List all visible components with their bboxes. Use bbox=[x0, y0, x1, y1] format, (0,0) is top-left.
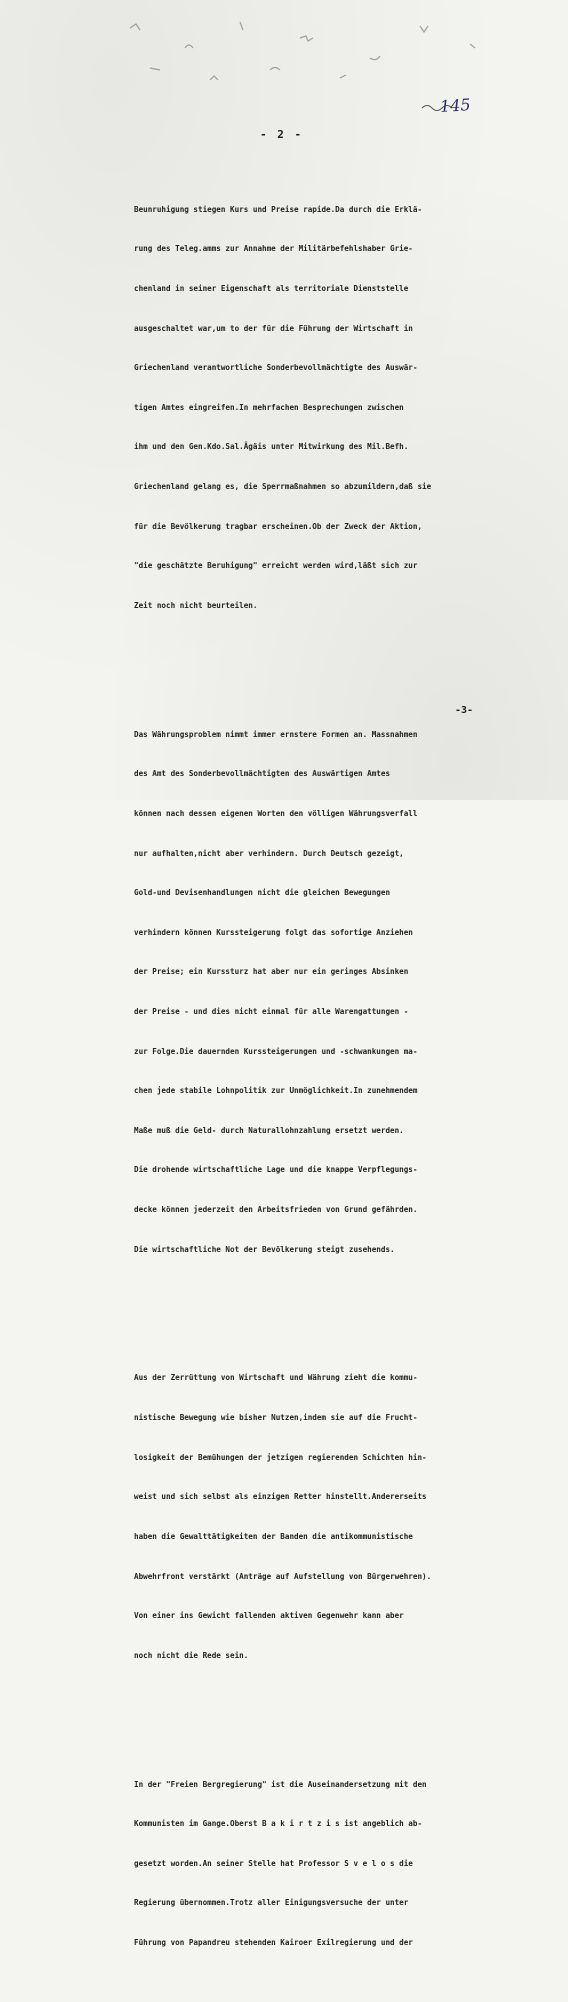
text-line: In der "Freien Bergregierung" ist die Auseinandersetzung mit den bbox=[134, 1779, 427, 1789]
text-line: Das Währungsproblem nimmt immer ernstere Formen an. Massnahmen bbox=[134, 729, 418, 739]
paragraph bbox=[134, 1345, 490, 1688]
paragraph bbox=[134, 701, 490, 1282]
text-line: decke können jederzeit den Arbeitsfrieden von Grund gefährden. bbox=[134, 1205, 418, 1215]
text-line: "die geschätzte Beruhigung" erreicht werden wird,läßt sich zur bbox=[134, 561, 418, 571]
text-line: Beunruhigung stiegen Kurs und Preise rapide.Da durch die Erklä- bbox=[134, 204, 423, 214]
text-line: ihm und den Gen.Kdo.Sal.Ägäis unter Mitwirkung des Mil.Befh. bbox=[134, 442, 409, 452]
text-line: Zeit noch nicht beurteilen. bbox=[134, 600, 258, 610]
folio-number: 145 bbox=[439, 94, 472, 117]
text-line: Gold-und Devisenhandlungen nicht die gleichen Bewegungen bbox=[134, 888, 391, 898]
text-line: Führung von Papandreu stehenden Kairoer Exilregierung und der bbox=[134, 1938, 413, 1948]
text-line: chenland in seiner Eigenschaft als territoriale Dienststelle bbox=[134, 284, 409, 294]
text-line: Aus der Zerrüttung von Wirtschaft und Währung zieht die kommu- bbox=[134, 1373, 418, 1383]
text-line: Abwehrfront verstärkt (Anträge auf Aufstellung von Bürgerwehren). bbox=[134, 1571, 432, 1581]
text-line: haben die Gewalttätigkeiten der Banden die antikommunistische bbox=[134, 1531, 413, 1541]
text-line: noch nicht die Rede sein. bbox=[134, 1650, 249, 1660]
text-line: losigkeit der Bemühungen der jetzigen regierenden Schichten hin- bbox=[134, 1452, 427, 1462]
text-line: Regierung übernommen.Trotz aller Einigungsversuche der unter bbox=[134, 1898, 409, 1908]
scan-noise-marks bbox=[90, 8, 550, 88]
next-page-marker: -3- bbox=[455, 705, 474, 716]
text-line: tigen Amtes eingreifen.In mehrfachen Besprechungen zwischen bbox=[134, 402, 404, 412]
text-line: gesetzt worden.An seiner Stelle hat Professor S v e l o s die bbox=[134, 1858, 413, 1868]
text-line: Griechenland gelang es, die Sperrmaßnahmen so abzumildern,daß sie bbox=[134, 482, 432, 492]
text-line: zur Folge.Die dauernden Kurssteigerungen und -schwankungen ma- bbox=[134, 1046, 418, 1056]
text-line: der Preise - und dies nicht einmal für alle Warengattungen - bbox=[134, 1007, 409, 1016]
text-line: Die drohende wirtschaftliche Lage und die knappe Verpflegungs- bbox=[134, 1165, 418, 1175]
text-line: nur aufhalten,nicht aber verhindern. Durch Deutsch gezeigt, bbox=[134, 848, 404, 858]
text-line: Die wirtschaftliche Not der Bevölkerung steigt zusehends. bbox=[134, 1244, 395, 1254]
body-text bbox=[134, 150, 490, 2002]
paragraph bbox=[134, 176, 490, 638]
text-line: der Preise; ein Kurssturz hat aber nur ein geringes Absinken bbox=[134, 967, 409, 977]
page-number: - 2 - bbox=[260, 128, 304, 141]
text-line: rung des Teleg.amms zur Annahme der Militärbefehlshaber Grie- bbox=[134, 244, 413, 254]
text-line: chen jede stabile Lohnpolitik zur Unmöglichkeit.In zunehmendem bbox=[134, 1086, 418, 1096]
text-line: Kommunisten im Gange.Oberst B a k i r t z i s ist angeblich ab- bbox=[134, 1819, 423, 1829]
text-line: weist und sich selbst als einzigen Retter hinstellt.Andererseits bbox=[134, 1492, 427, 1502]
text-line: Von einer ins Gewicht fallenden aktiven Gegenwehr kann aber bbox=[134, 1611, 404, 1621]
text-line: des Amt des Sonderbevollmächtigten des Auswärtigen Amtes bbox=[134, 769, 391, 779]
text-line: für die Bevölkerung tragbar erscheinen.Ob der Zweck der Aktion, bbox=[134, 521, 423, 531]
text-line: Maße muß die Geld- durch Naturallohnzahlung ersetzt werden. bbox=[134, 1125, 404, 1135]
text-line: ausgeschaltet war,um to der für die Führung der Wirtschaft in bbox=[134, 323, 413, 333]
text-line: verhindern können Kurssteigerung folgt das sofortige Anziehen bbox=[134, 927, 413, 937]
paragraph bbox=[134, 1751, 490, 1975]
text-line: Griechenland verantwortliche Sonderbevollmächtigte des Auswär- bbox=[134, 363, 418, 373]
text-line: nistische Bewegung wie bisher Nutzen,indem sie auf die Frucht- bbox=[134, 1413, 418, 1423]
text-line: können nach dessen eigenen Worten den völligen Währungsverfall bbox=[134, 808, 418, 818]
